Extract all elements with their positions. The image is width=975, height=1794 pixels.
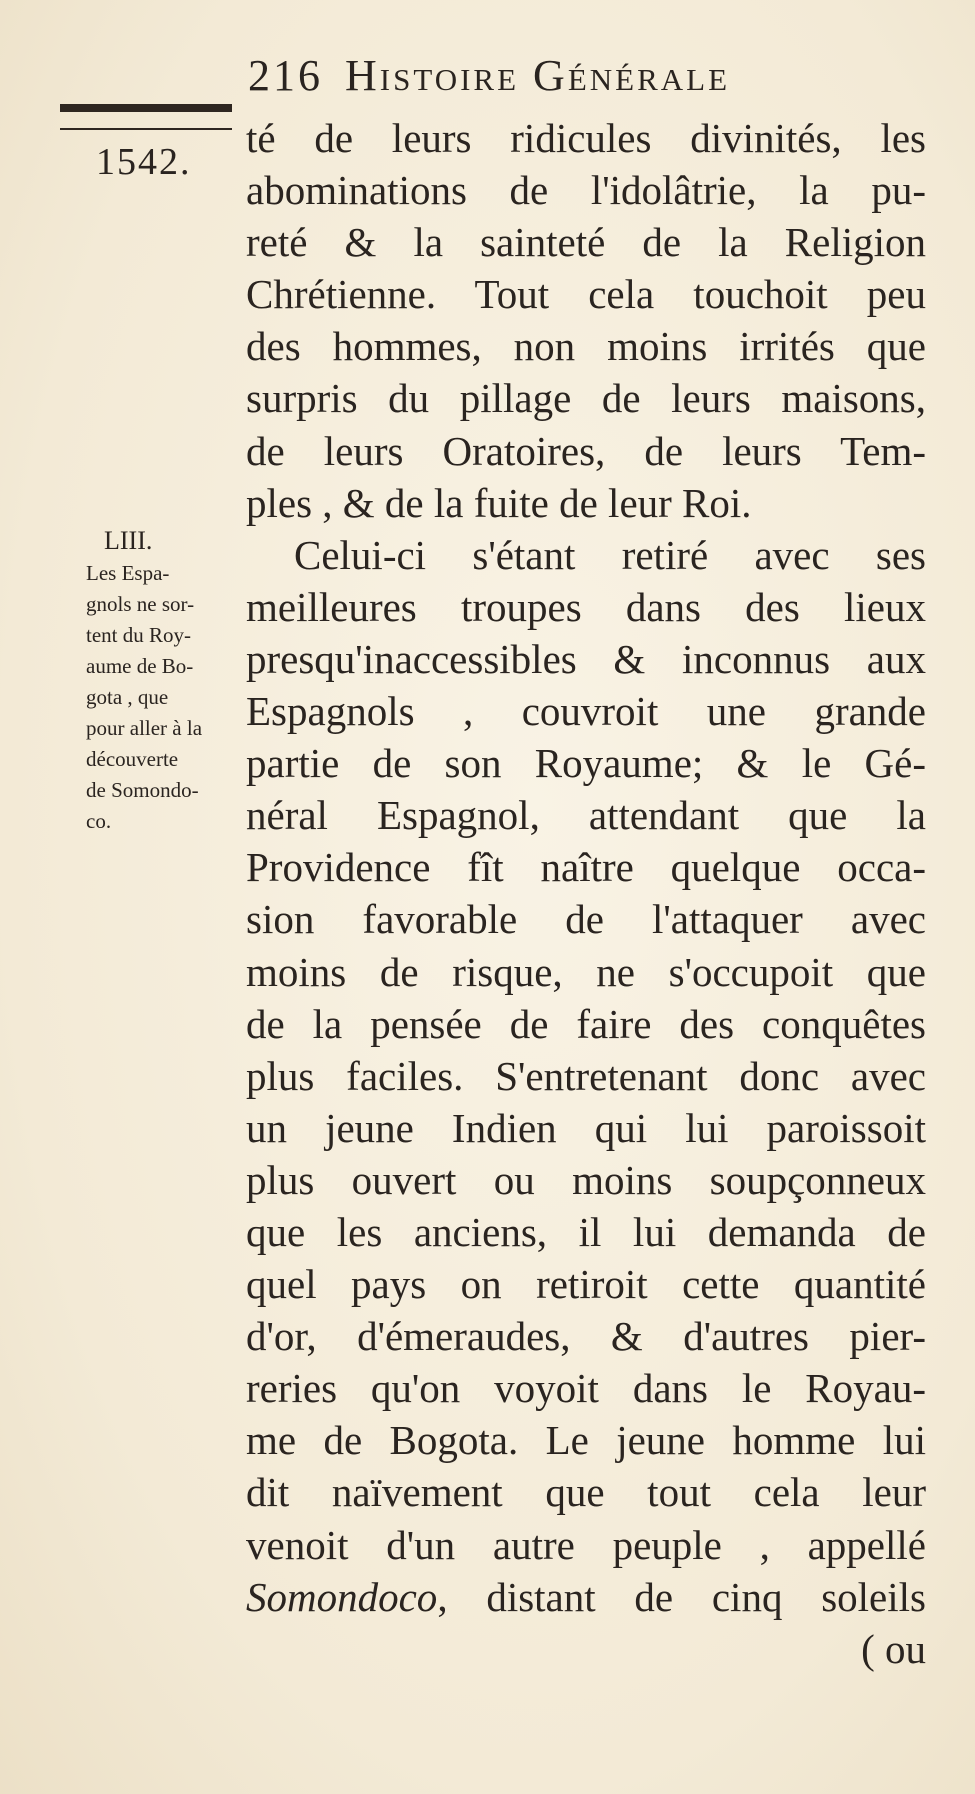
text-line — [246, 1571, 926, 1623]
text-line: moins de risque, ne s'occupoit que — [246, 948, 926, 995]
text-line: Chrétienne. Tout cela touchoit peu — [246, 271, 926, 318]
text-line: quel pays on retiroit cette quantité — [246, 1261, 926, 1308]
text-line: partie de son Royaume; & le Gé- — [246, 740, 926, 787]
sidenote-line: de Somondo- — [86, 778, 199, 802]
text-line: presqu'inaccessibles & inconnus aux — [246, 635, 926, 682]
sidenote-line: tent du Roy- — [86, 623, 191, 647]
text-line: que les anciens, il lui demanda de — [246, 1208, 926, 1255]
text-fragment: , distant de cinq soleils — [437, 1573, 926, 1620]
page-number: 216 — [248, 51, 323, 100]
text-line: des hommes, non moins irrités que — [246, 323, 926, 370]
text-line: un jeune Indien qui lui paroissoit — [246, 1104, 926, 1151]
text-line: d'or, d'émeraudes, & d'autres pier- — [246, 1313, 926, 1360]
text-line: abominations de l'idolâtrie, la pu- — [246, 167, 926, 214]
text-line: reté & la sainteté de la Religion — [246, 219, 926, 266]
sidenote-line: co. — [86, 809, 112, 833]
section-number: LIII. — [104, 526, 153, 555]
text-line: de leurs Oratoires, de leurs Tem- — [246, 427, 926, 474]
running-header — [248, 50, 730, 101]
text-line: Espagnols , couvroit une grande — [246, 688, 926, 735]
place-name: Somondoco — [246, 1573, 438, 1620]
body-text — [246, 112, 926, 1675]
header-rule-thick — [60, 104, 232, 112]
text-line: ples , & de la fuite de leur Roi. — [246, 479, 752, 526]
text-line: dit naïvement que tout cela leur — [246, 1469, 926, 1516]
sidenote-line: gota , que — [86, 685, 169, 709]
sidenote-line: gnols ne sor- — [86, 592, 195, 616]
text-line: me de Bogota. Le jeune homme lui — [246, 1417, 926, 1464]
sidenote-line: Les Espa- — [86, 561, 170, 585]
text-line: de la pensée de faire des conquêtes — [246, 1000, 926, 1047]
text-line: Providence fît naître quelque occa- — [246, 844, 926, 891]
text-line: plus ouvert ou moins soupçonneux — [246, 1156, 926, 1203]
margin-year: 1542. — [96, 141, 192, 183]
text-line: venoit d'un autre peuple , appellé — [246, 1521, 926, 1568]
text-line: té de leurs ridicules divinités, les — [246, 115, 926, 161]
sidenote-line: aume de Bo- — [86, 654, 194, 678]
text-line: sion favorable de l'attaquer avec — [246, 896, 926, 943]
text-line: reries qu'on voyoit dans le Royau- — [246, 1365, 926, 1412]
text-line: Celui-ci s'étant retiré avec ses — [294, 531, 926, 578]
text-line: meilleures troupes dans des lieux — [246, 583, 926, 630]
text-line: surpris du pillage de leurs maisons, — [246, 375, 926, 422]
sidenote-line: découverte — [86, 747, 179, 771]
catchword: ( ou — [861, 1625, 926, 1672]
text-line: néral Espagnol, attendant que la — [246, 792, 926, 839]
header-rule-thin — [60, 128, 232, 130]
sidenote-line: pour aller à la — [86, 716, 203, 740]
margin-sidenote — [86, 558, 244, 837]
text-line: plus faciles. S'entretenant donc avec — [246, 1052, 926, 1099]
running-title: Histoire Générale — [345, 51, 731, 100]
